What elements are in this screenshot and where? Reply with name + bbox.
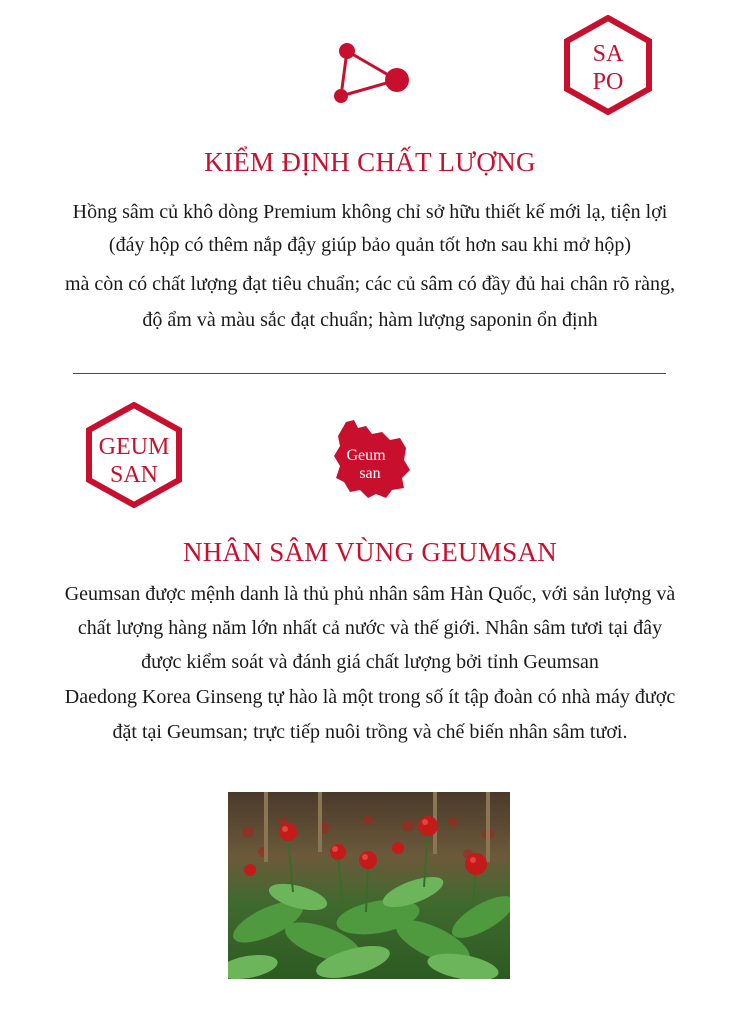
section1-title: KIỂM ĐỊNH CHẤT LƯỢNG: [204, 147, 536, 177]
sapo-badge-icon: [563, 15, 653, 115]
geumsan-line2: SAN: [109, 462, 159, 488]
map-line1: Geum: [346, 447, 386, 464]
geumsan-line1: GEUM: [98, 434, 170, 460]
molecule-icon: [325, 36, 415, 106]
ginseng-field-photo: [228, 792, 510, 979]
section-divider: [73, 373, 666, 374]
section1-line: (đáy hộp có thêm nắp đậy giúp bảo quản tốt hơn sau khi mở hộp): [108, 234, 632, 256]
section2-title: NHÂN SÂM VÙNG GEUMSAN: [182, 537, 558, 567]
section1-line: mà còn có chất lượng đạt tiêu chuẩn; các củ sâm có đầy đủ hai chân rõ ràng,: [64, 273, 676, 295]
section2-line: đặt tại Geumsan; trực tiếp nuôi trồng và chế biến nhân sâm tươi.: [112, 721, 628, 743]
section1-line: độ ẩm và màu sắc đạt chuẩn; hàm lượng saponin ổn định: [142, 309, 598, 331]
section2-line: Geumsan được mệnh danh là thủ phủ nhân sâm Hàn Quốc, với sản lượng và: [64, 583, 676, 605]
geumsan-badge-icon: [84, 402, 184, 508]
sapo-line1: SA: [592, 41, 624, 67]
section2-line: chất lượng hàng năm lớn nhất cả nước và thế giới. Nhân sâm tươi tại đây: [77, 617, 663, 639]
sapo-line2: PO: [592, 69, 624, 95]
map-line2: san: [359, 465, 381, 482]
section2-body: [0, 578, 740, 748]
section2-line: được kiểm soát và đánh giá chất lượng bởi tỉnh Geumsan: [141, 651, 599, 673]
section1-line: Hồng sâm củ khô dòng Premium không chỉ sở hữu thiết kế mới lạ, tiện lợi: [72, 201, 668, 223]
section1-body: [0, 196, 740, 336]
geumsan-map-icon: [330, 418, 414, 500]
section2-line: Daedong Korea Ginseng tự hào là một trong số ít tập đoàn có nhà máy được: [64, 686, 676, 708]
